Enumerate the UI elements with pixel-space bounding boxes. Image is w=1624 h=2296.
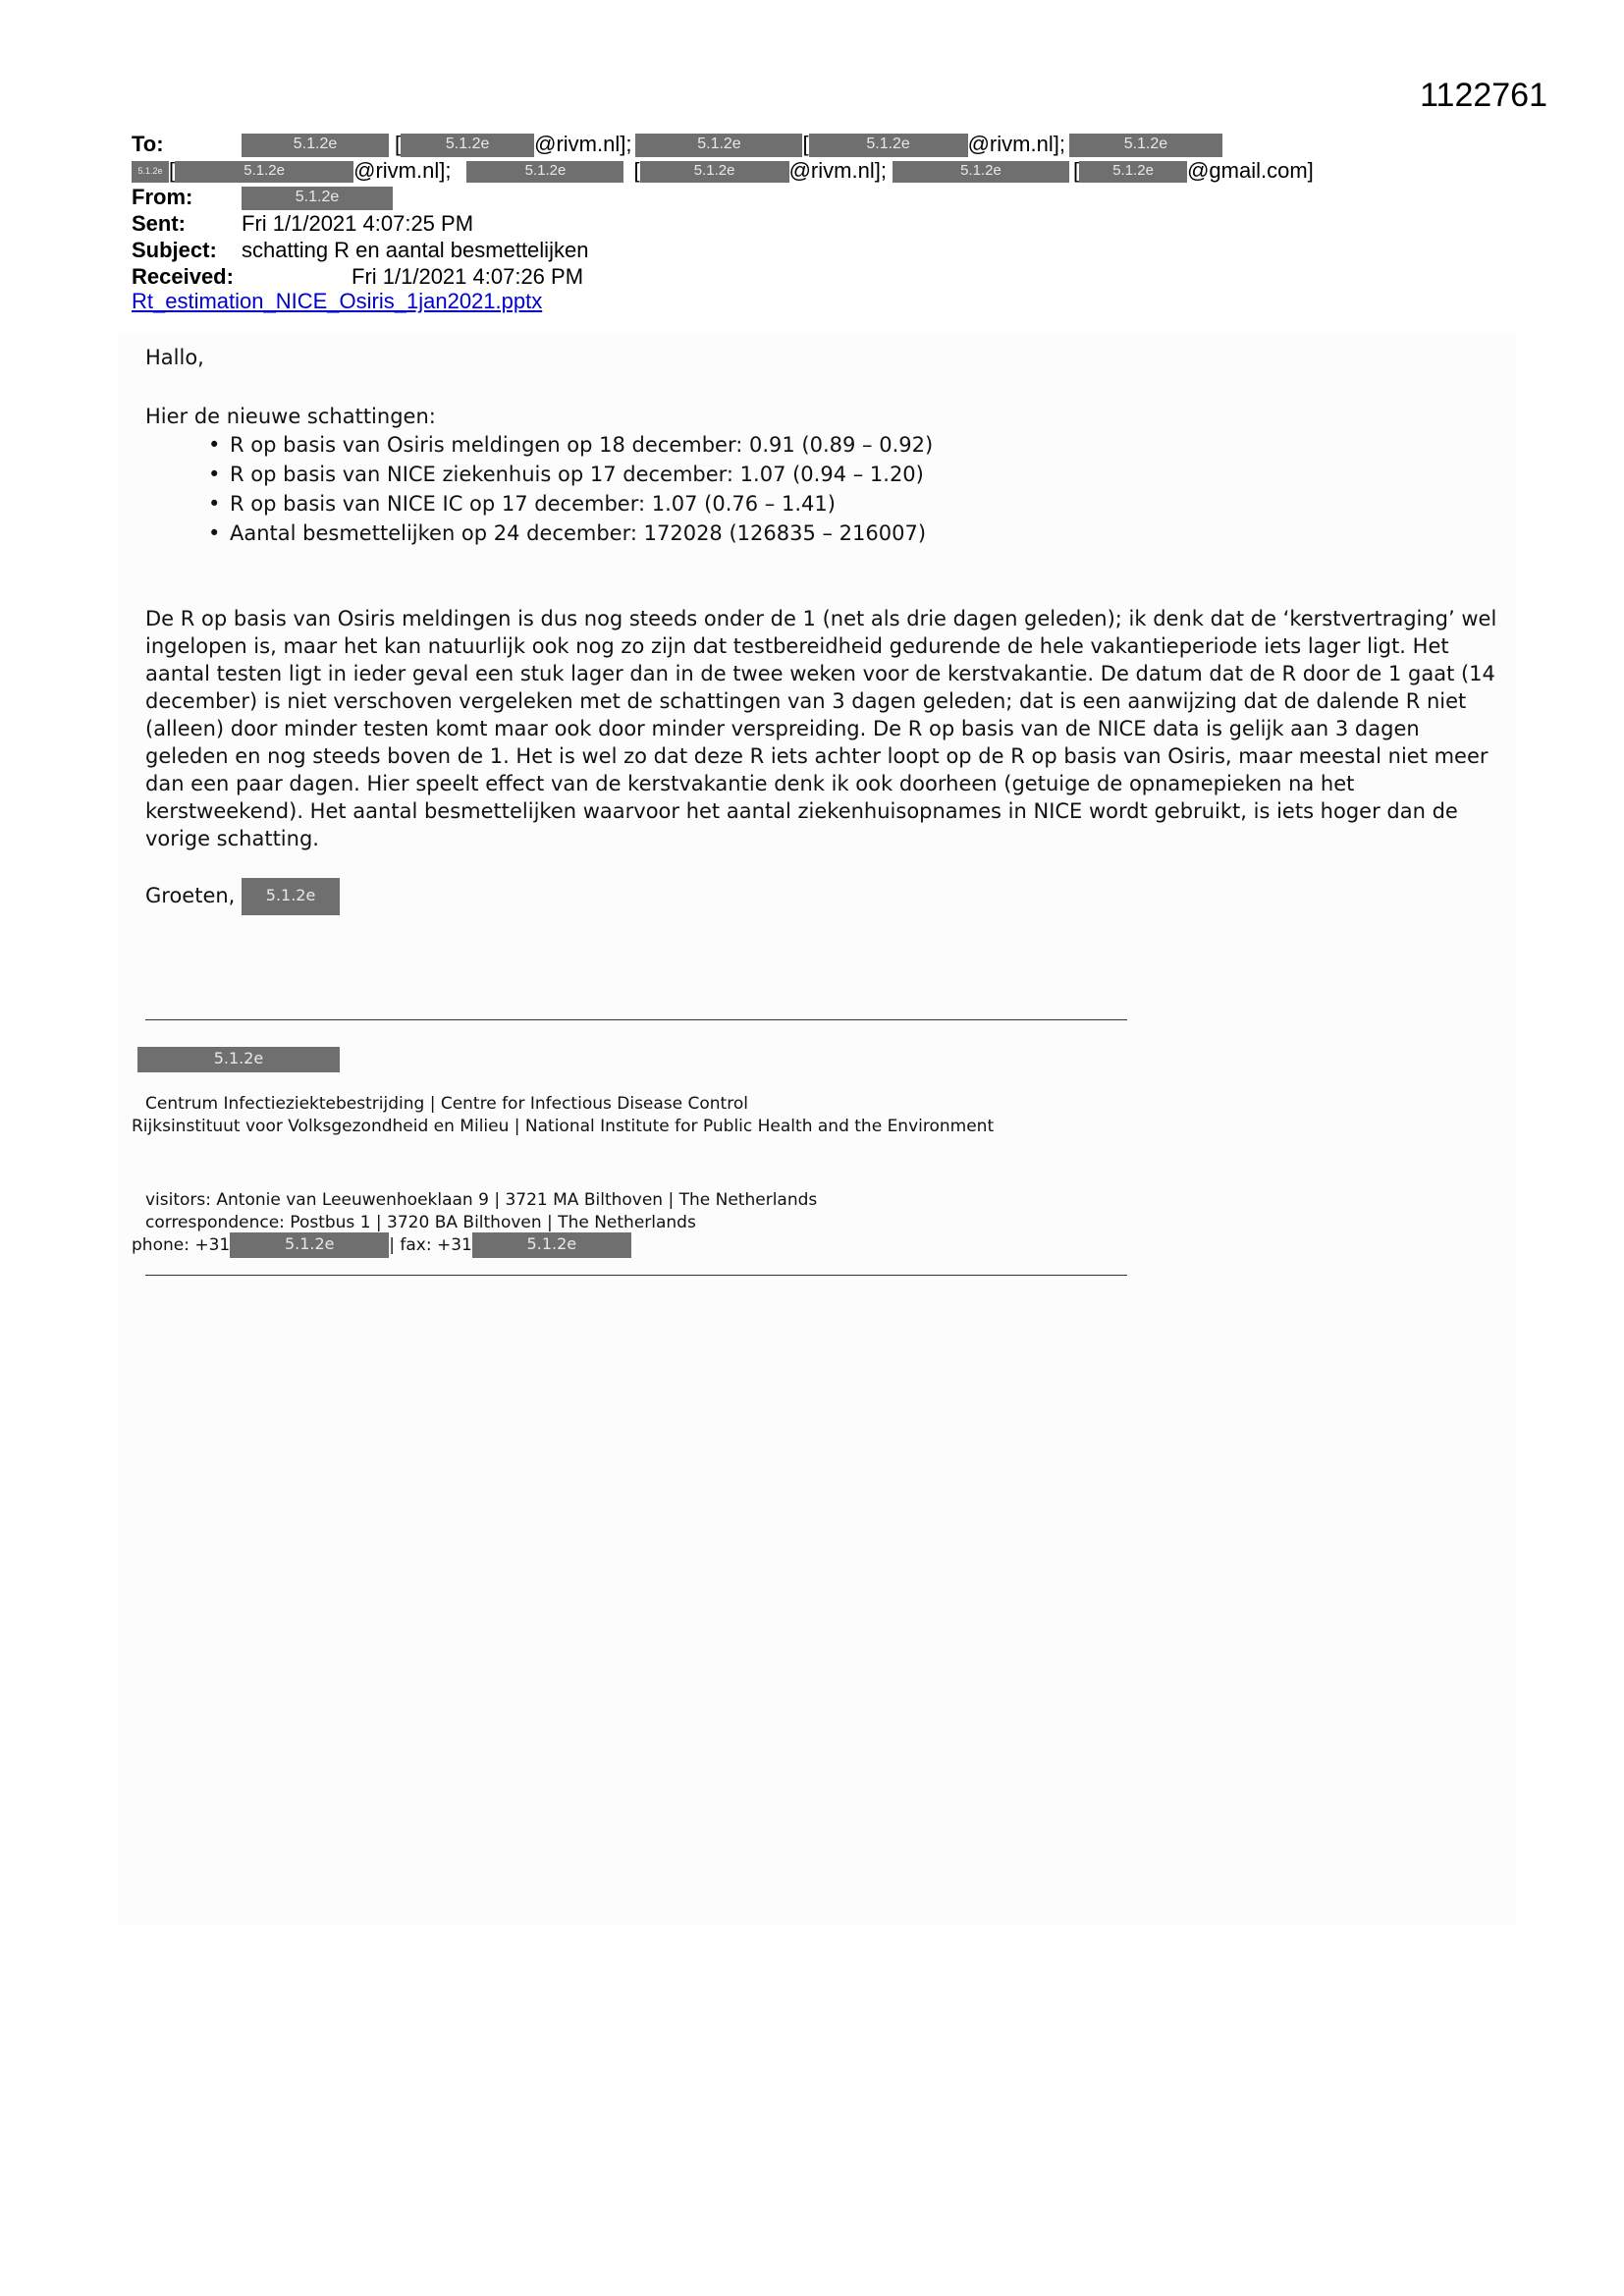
redacted-recipient-name: 5.1.2e [132,161,169,183]
closing-row [145,878,1500,915]
redacted-sender: 5.1.2e [242,187,393,210]
fax-label: | fax: +31 [389,1235,472,1255]
gmail-domain: @gmail.com] [1187,158,1314,183]
bracket: [ [633,158,640,183]
intro-text: Hier de nieuwe schattingen: [145,405,436,428]
phone-label: phone: +31 [132,1235,231,1255]
department: Centrum Infectieziektebestrijding | Centre for Infectious Disease Control [145,1094,748,1114]
to-row-continued [132,158,1314,184]
from-row [132,185,393,210]
redacted-recipient-email: 5.1.2e [809,134,968,157]
body-paragraph: De R op basis van Osiris meldingen is dus nog steeds onder de 1 (net als drie dagen geleden); ik denk dat de ‘kerstvertraging’ wel ingelopen is, maar het kan natuurlijk ook nog zo zijn dat testbereidheid gedurende de hele vakantieperiode iets lager ligt. Het aantal testen ligt in ieder geval een stuk lager dan in de twee weken voor de kerstvakantie. De datum dat de R door de 1 gaat (14 december) is niet verschoven vergeleken met de schattingen van 3 dagen geleden; dat is een aanwijzing dat de dalende R niet (alleen) door minder testen komt maar ook door minder verspreiding. De R op basis van de NICE data is gelijk aan 3 dagen geleden en nog steeds boven de 1. Het is wel zo dat deze R iets achter loopt op de R op basis van Osiris, maar meestal niet meer dan een paar dagen. Hier speelt effect van de kerstvakantie denk ik ook doorheen (getuige de opnamepieken na het kerstweekend). Het aantal besmettelijken waarvoor het aantal ziekenhuisopnames in NICE wordt gebruikt, is iets hoger dan de vorige schatting. [145,607,1497,850]
list-item: • Aantal besmettelijken op 24 december: 172028 (126835 – 216007) [230,519,1500,548]
from-label: From: [132,185,193,209]
redacted-recipient-name: 5.1.2e [1069,134,1222,157]
rivm-domain: @rivm.nl]; [534,132,632,156]
list-item: • R op basis van NICE IC op 17 december: 1.07 (0.76 – 1.41) [230,489,1500,519]
estimates-list [145,430,1500,548]
subject-row [132,238,588,263]
email-body [145,344,1500,915]
document-number: 1122761 [1420,77,1547,114]
rivm-domain: @rivm.nl]; [967,132,1065,156]
signature-name-row [137,1047,340,1072]
subject-value: schatting R en aantal besmettelijken [242,238,589,262]
to-label: To: [132,132,164,156]
redacted-recipient-email: 5.1.2e [401,134,534,157]
redacted-recipient-email: 5.1.2e [1079,161,1187,183]
sent-value: Fri 1/1/2021 4:07:25 PM [242,211,474,236]
received-value: Fri 1/1/2021 4:07:26 PM [352,264,584,289]
to-row [132,132,1222,157]
redacted-recipient-name: 5.1.2e [466,161,623,183]
redacted-recipient-email: 5.1.2e [175,161,353,183]
greeting: Hallo, [145,346,204,369]
redacted-recipient-name: 5.1.2e [635,134,802,157]
redacted-signature-name: 5.1.2e [242,878,340,915]
signature-divider-bottom [145,1275,1127,1276]
bracket: [ [802,132,809,156]
rivm-domain: @rivm.nl]; [788,158,887,183]
redacted-signature: 5.1.2e [137,1047,340,1072]
institute: Rijksinstituut voor Volksgezondheid en Milieu | National Institute for Public Health and the Environment [132,1117,995,1136]
redacted-recipient-name: 5.1.2e [893,161,1069,183]
list-item: • R op basis van Osiris meldingen op 18 december: 0.91 (0.89 – 0.92) [230,430,1500,460]
redacted-recipient-name: 5.1.2e [242,134,389,157]
bracket: [ [1072,158,1080,183]
visitors-address: visitors: Antonie van Leeuwenhoeklaan 9 | 3721 MA Bilthoven | The Netherlands [145,1190,818,1210]
redacted-recipient-email: 5.1.2e [640,161,789,183]
attachment-link[interactable]: Rt_estimation_NICE_Osiris_1jan2021.pptx [132,289,543,313]
sent-row [132,211,473,237]
correspondence-address: correspondence: Postbus 1 | 3720 BA Bilthoven | The Netherlands [145,1213,696,1232]
rivm-domain: @rivm.nl]; [353,158,452,183]
received-label: Received: [132,264,234,289]
redacted-phone: 5.1.2e [230,1232,389,1258]
closing: Groeten, [145,884,236,907]
signature-divider-top [145,1019,1127,1020]
sent-label: Sent: [132,211,186,236]
bracket: [ [169,158,176,183]
phone-fax-row [132,1232,631,1258]
bracket: [ [395,132,402,156]
received-row [132,264,583,290]
redacted-fax: 5.1.2e [472,1232,631,1258]
list-item: • R op basis van NICE ziekenhuis op 17 december: 1.07 (0.94 – 1.20) [230,460,1500,489]
subject-label: Subject: [132,238,217,262]
